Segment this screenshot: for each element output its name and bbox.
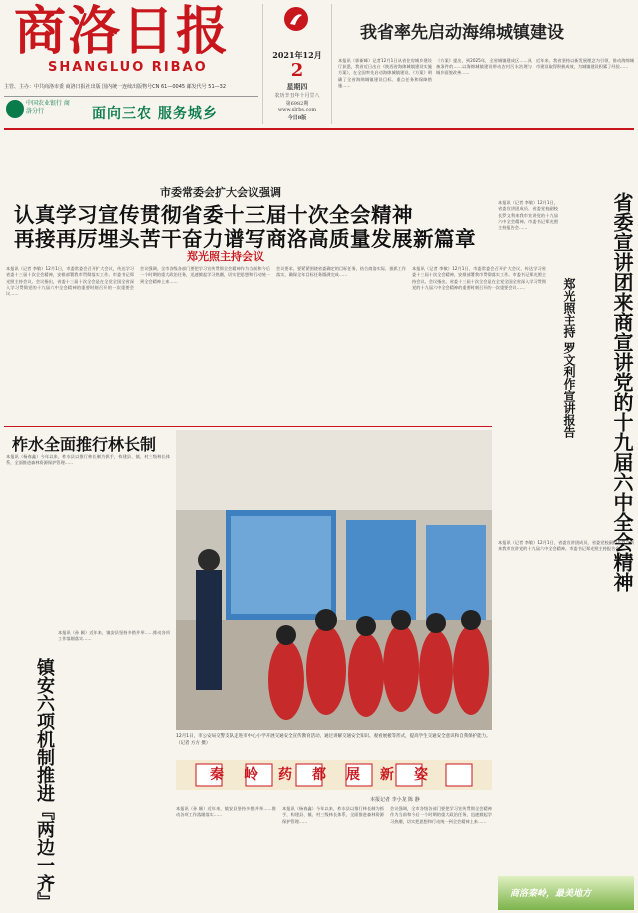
feature-byline: 本报记者 李小龙 陈 静 (370, 797, 420, 803)
right-story-headline: 省委宣讲团来商宣讲党的十九届六中全会精神 (610, 192, 634, 592)
town-story-headline: 镇安六项机制推进『两边一齐』 (34, 658, 55, 910)
lead-body-3: 会议要求，要紧紧围绕省委确定的目标任务，结合商洛实际，狠抓工作落实，确保全年目标任务圆满完成…… (276, 266, 406, 278)
bottom-ad-text: 商洛秦岭，最美地方 (510, 889, 592, 899)
right-story-subhead: 郑光照主持 罗文利作宣讲报告 (562, 278, 576, 439)
feature-body-1: 本报讯（孙 颖）近年来，镇安县坚持多措并举……推动各项工作落细落实…… (176, 806, 276, 818)
bank-logo-icon (6, 100, 24, 118)
top-story-text-3: 近年来，我省坚持以新发展理念为引领，推动海绵城市建设取得积极成效，为城镇建设积累了经验…… (536, 58, 634, 70)
forest-story-body: 本报讯（杨春鑫）今年以来，柞水县以推行林长制为抓手，构建县、镇、村三级林长体系，全面推进森林资源保护管理…… (6, 454, 170, 466)
feature-banner-title: 秦岭药都展新姿 (210, 767, 448, 783)
masthead-divider (4, 128, 634, 130)
section-divider (4, 426, 492, 427)
issue-number: 第6982期 (285, 101, 309, 107)
date-year-month: 2021年12月 (272, 50, 322, 60)
bank-name: 中国农业银行 商洛分行 (26, 100, 70, 115)
bank-slogan: 面向三农 服务城乡 (92, 106, 218, 122)
date-weekday: 星期四 (286, 82, 308, 91)
right-story-body-2: 本报讯（记者 李敏）12月1日，省委宣讲团成员、省委党校副校长罗文利来我市宣讲党的十九届六中全会精神。市委书记郑光照主持报告会…… (498, 540, 634, 552)
lead-body-1: 本报讯（记者 李敏）12月1日，市委常委会召开扩大会议，传达学习省委十三届十次全会精神，安排部署我市贯彻落实工作。市委书记郑光照主持会议。会议指出，省委十三届十次全会是在全党全国全省深入学习贯彻党的十九届六中全会精神的重要时刻召开的一次重要会议…… (6, 266, 134, 297)
lead-kicker: 市委常委会扩大会议强调 (160, 186, 281, 199)
feature-body-2: 本报讯（杨春鑫）今年以来，柞水县以推行林长制为抓手，构建县、镇、村三级林长体系，全面推进森林资源保护管理…… (282, 806, 384, 824)
top-story-text-2: 《方案》提出，到2025年，全省城镇建成区……具备条件的……以海绵城镇建设带动农村污水治理与城乡面貌改善…… (436, 58, 532, 76)
lead-byline: 郑光照主持会议 (187, 250, 264, 263)
feature-body-3: 会议强调，全市各级各部门要把学习宣传贯彻全会精神作为当前和今后一个时期的重大政治任务，迅速掀起学习热潮，切实把思想和行动统一到全会精神上来…… (390, 806, 492, 824)
newspaper-pinyin: SHANGLUO RIBAO (48, 60, 208, 75)
date-day: 2 (290, 60, 304, 81)
news-photo (176, 430, 492, 730)
party-emblem-icon (283, 6, 309, 32)
top-story-text-1: 本报讯（郭新峰）记者12月1日从省住房城乡建设厅获悉，我省近日出台《陕西省海绵城镇建设实施方案》，在全国率先启动海绵城镇建设。《方案》明确了全省海绵城镇建设目标、重点任务和保障措施…… (338, 58, 432, 88)
lead-headline-1: 认真学习宣传贯彻省委十三届十次全会精神 (14, 203, 413, 227)
top-story-headline: 我省率先启动海绵城镇建设 (360, 23, 564, 43)
lead-body-2: 会议强调，全市各级各部门要把学习宣传贯彻全会精神作为当前和今后一个时期的重大政治任务，迅速掀起学习热潮，切实把思想和行动统一到全会精神上来…… (140, 266, 270, 284)
site-url: www.slrbs.com (277, 107, 317, 113)
publisher-info: 主管、主办：中共商洛市委 商洛日报社出版 国内统一连续出版物号CN 61—0045 邮发代号 51—32 (4, 84, 226, 90)
forest-story-headline: 柞水全面推行林长制 (12, 435, 157, 454)
town-story-body: 本报讯（孙 颖）近年来，镇安县坚持多措并举……推动各项工作落细落实…… (58, 630, 170, 642)
page-count: 今日8版 (287, 115, 307, 121)
photo-caption: 12月1日，市公安局交警支队走进市中心小学开展交通安全宣传教育活动，通过讲解交通安全知识、观看展板等形式，提高学生交通安全意识和自我保护能力。（记者 方方 摄） (176, 734, 491, 746)
right-story-body: 本报讯（记者 李敏）12月1日，省委宣讲团成员、省委党校副校长罗文利来我市宣讲党的十九届六中全会精神。市委书记郑光照主持报告会…… (498, 200, 558, 231)
newspaper-title: 商洛日报 (14, 1, 231, 62)
lead-body-4: 本报讯（记者 李敏）12月1日，市委常委会召开扩大会议，传达学习省委十三届十次全会精神，安排部署我市贯彻落实工作。市委书记郑光照主持会议。会议指出，省委十三届十次全会是在全党全国全省深入学习贯彻党的十九届六中全会精神的重要时刻召开的一次重要会议…… (412, 266, 546, 290)
lead-headline-2: 再接再厉埋头苦干奋力谱写商洛高质量发展新篇章 (14, 227, 476, 251)
date-lunar: 农历辛丑年十月廿八 (274, 93, 320, 99)
